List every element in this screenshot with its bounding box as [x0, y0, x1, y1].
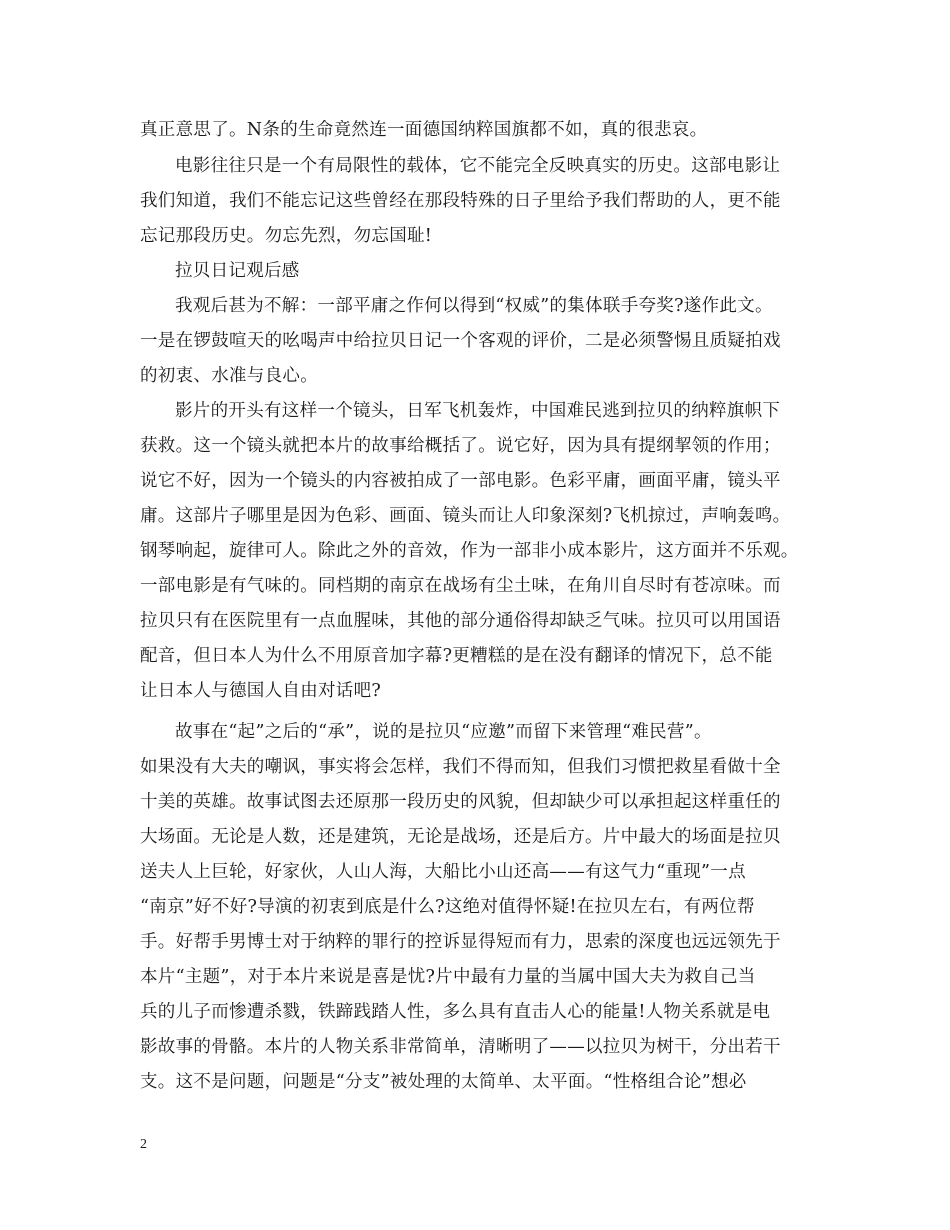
page-number: 2 [140, 1137, 147, 1152]
text-line: 忘记那段历史。勿忘先烈，勿忘国耻! [140, 226, 433, 246]
text-line: 配音，但日本人为什么不用原音加字幕?更糟糕的是在没有翻译的情况下，总不能 [140, 646, 773, 666]
section-heading: 拉贝日记观后感 [175, 261, 300, 281]
text-line: 电影往往只是一个有局限性的载体，它不能完全反映真实的历史。这部电影让 [175, 156, 781, 176]
text-line: 大场面。无论是人数，还是建筑，无论是战场，还是后方。片中最大的场面是拉贝 [140, 827, 781, 847]
text-line: “南京”好不好?导演的初衷到底是什么?这绝对值得怀疑!在拉贝左右，有两位帮 [140, 897, 755, 917]
text-line: 拉贝只有在医院里有一点血腥味，其他的部分通俗得却缺乏气味。拉贝可以用国语 [140, 611, 781, 631]
text-line: 我观后甚为不解：一部平庸之作何以得到“权威”的集体联手夸奖?遂作此文。 [175, 296, 773, 316]
text-line: 影片的开头有这样一个镜头，日军飞机轰炸，中国难民逃到拉贝的纳粹旗帜下 [175, 401, 781, 421]
text-line: 钢琴响起，旋律可人。除此之外的音效，作为一部非小成本影片，这方面并不乐观。 [140, 541, 799, 561]
text-line: 让日本人与德国人自由对话吧? [140, 681, 382, 701]
text-line: 一是在锣鼓喧天的吆喝声中给拉贝日记一个客观的评价，二是必须警惕且质疑拍戏 [140, 331, 781, 351]
text-line: 手。好帮手男博士对于纳粹的罪行的控诉显得短而有力，思索的深度也远远领先于 [140, 932, 781, 952]
text-line: 送夫人上巨轮，好家伙，人山人海，大船比小山还高——有这气力“重现”一点 [140, 862, 746, 882]
text-line: 如果没有大夫的嘲讽，事实将会怎样，我们不得而知，但我们习惯把救星看做十全 [140, 757, 781, 777]
text-line: 故事在“起”之后的“承”，说的是拉贝“应邀”而留下来管理“难民营”。 [175, 722, 712, 742]
text-line: 支。这不是问题，问题是“分支”被处理的太简单、太平面。“性格组合论”想必 [140, 1072, 747, 1092]
text-line: 庸。这部片子哪里是因为色彩、画面、镜头而让人印象深刻?飞机掠过，声响轰鸣。 [140, 506, 791, 526]
text-line: 获救。这一个镜头就把本片的故事给概括了。说它好，因为具有提纲挈领的作用； [140, 436, 781, 456]
text-line: 真正意思了。N条的生命竟然连一面德国纳粹国旗都不如，真的很悲哀。 [140, 120, 708, 140]
text-line: 兵的儿子而惨遭杀戮，铁蹄践踏人性，多么具有直击人心的能量!人物关系就是电 [140, 1002, 771, 1022]
text-line: 十美的英雄。故事试图去还原那一段历史的风貌，但却缺少可以承担起这样重任的 [140, 792, 781, 812]
text-line: 的初衷、水准与良心。 [140, 366, 318, 386]
text-line: 影故事的骨骼。本片的人物关系非常简单，清晰明了——以拉贝为树干，分出若干 [140, 1037, 781, 1057]
text-line: 我们知道，我们不能忘记这些曾经在那段特殊的日子里给予我们帮助的人，更不能 [140, 191, 781, 211]
text-line: 一部电影是有气味的。同档期的南京在战场有尘土味，在角川自尽时有苍凉味。而 [140, 576, 781, 596]
text-line: 本片“主题”，对于本片来说是喜是忧?片中最有力量的当属中国大夫为救自己当 [140, 967, 756, 987]
text-line: 说它不好，因为一个镜头的内容被拍成了一部电影。色彩平庸，画面平庸，镜头平 [140, 471, 781, 491]
